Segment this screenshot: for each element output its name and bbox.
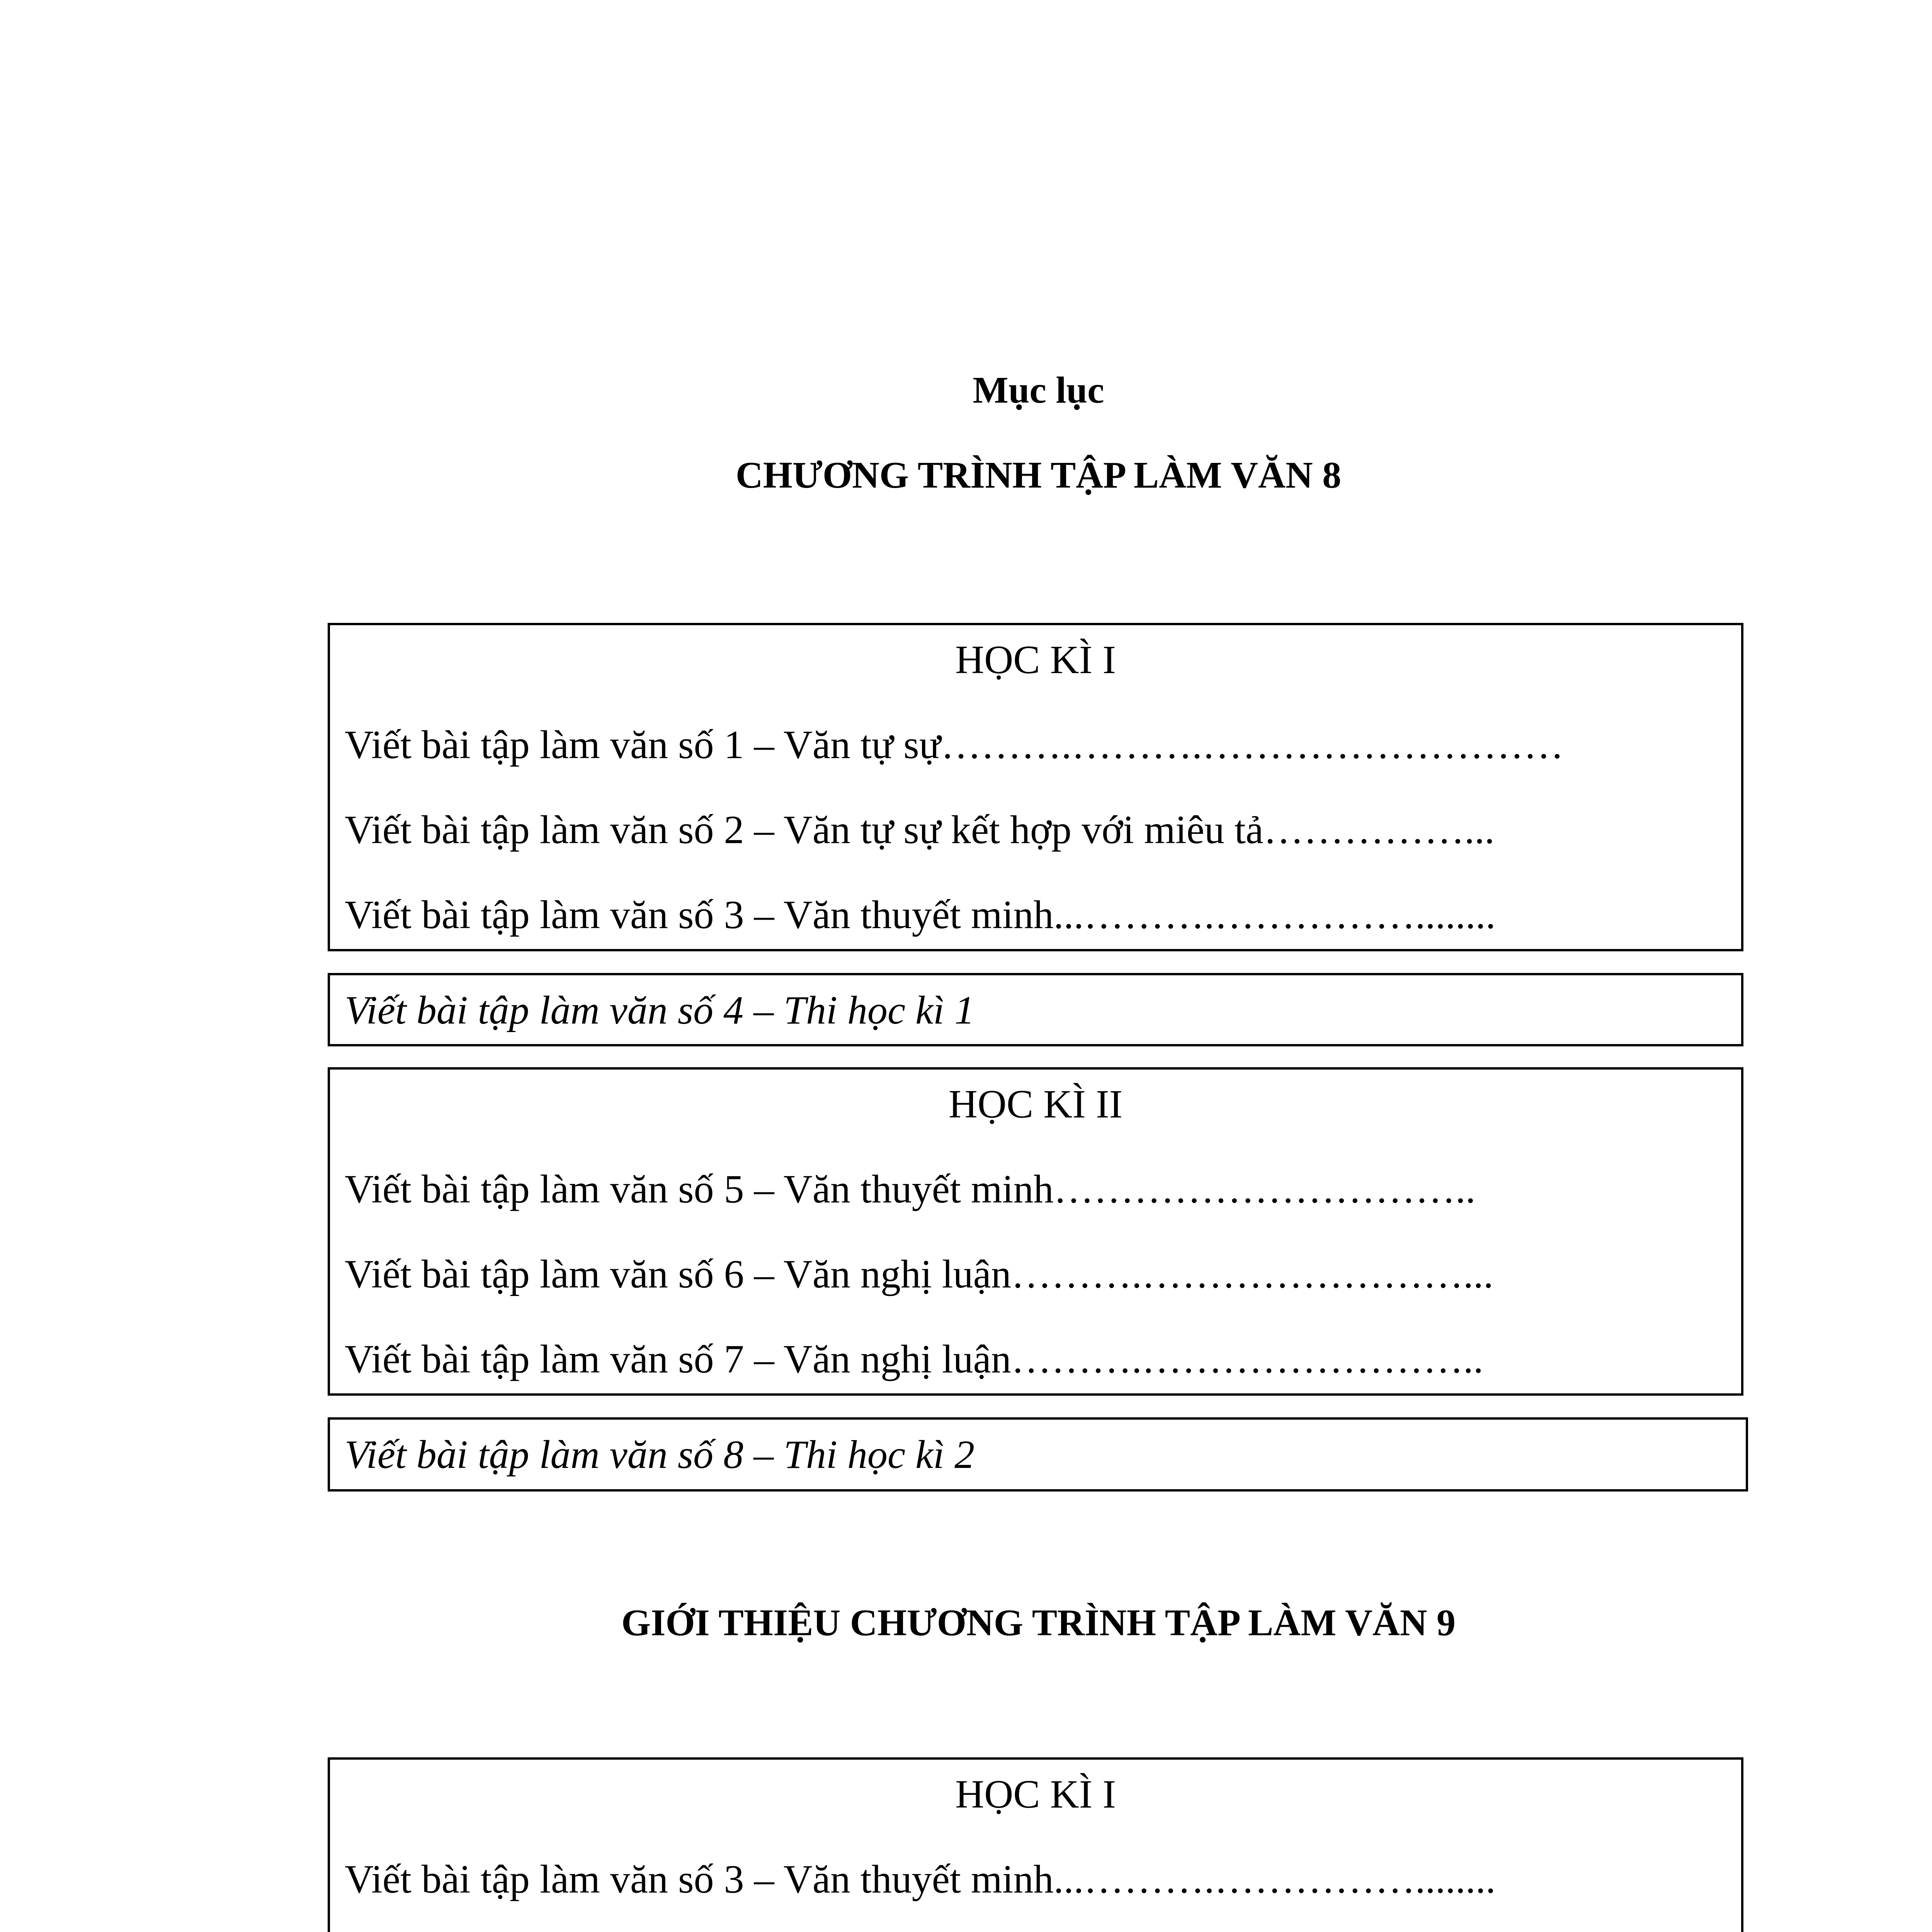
section8-exam2-text: Viết bài tập làm văn số 8 – Thi học kì 2 (345, 1432, 975, 1477)
section9-hk1-item-1: Viết bài tập làm văn số 3 – Văn thuyết minh...……….……………........ (345, 1857, 1496, 1901)
section8-hk1-item-3: Viết bài tập làm văn số 3 – Văn thuyết minh...……….……………........ (345, 893, 1496, 937)
section8-hk1-box (328, 623, 1743, 951)
section8-hk1-item-2: Viết bài tập làm văn số 2 – Văn tự sự kết hợp với miêu tả……………... (345, 808, 1495, 852)
section8-hk2-box (328, 1067, 1743, 1396)
section8-hk1-item-1: Viết bài tập làm văn số 1 – Văn tự sự……….……….……………………… (345, 723, 1564, 767)
section8-title: CHƯƠNG TRÌNH TẬP LÀM VĂN 8 (735, 454, 1342, 496)
section9-title: GIỚI THIỆU CHƯƠNG TRÌNH TẬP LÀM VĂN 9 (621, 1602, 1456, 1644)
section8-hk2-heading: HỌC KÌ II (948, 1082, 1123, 1126)
section9-hk1-heading: HỌC KÌ I (955, 1772, 1116, 1816)
section8-exam2-box (328, 1417, 1748, 1492)
section9-hk1-box (328, 1757, 1743, 1932)
section8-exam1-text: Viết bài tập làm văn số 4 – Thi học kì 1 (345, 988, 975, 1032)
section8-hk1-heading: HỌC KÌ I (955, 638, 1116, 682)
section8-hk2-item-2: Viết bài tập làm văn số 6 – Văn nghị luận……….……………………... (345, 1252, 1493, 1296)
toc-title: Mục lục (973, 369, 1104, 411)
section8-hk2-item-3: Viết bài tập làm văn số 7 – Văn nghị luận……….…………………….. (345, 1337, 1483, 1381)
section8-exam1-box (328, 973, 1743, 1046)
section8-hk2-item-1: Viết bài tập làm văn số 5 – Văn thuyết minh………………………….. (345, 1167, 1476, 1211)
